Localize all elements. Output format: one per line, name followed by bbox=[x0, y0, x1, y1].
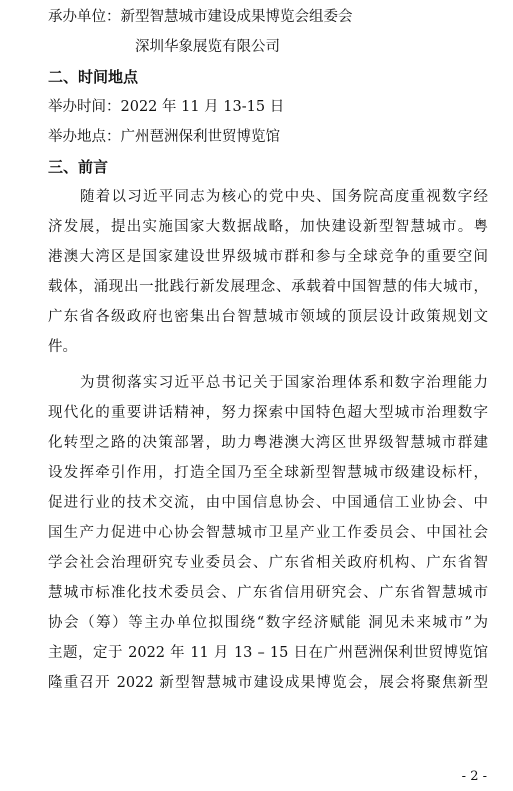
para2-line: 设发挥牵引作用，打造全国乃至全球新型智慧城市级建设标杆， bbox=[48, 465, 488, 481]
para2-line: 学会社会治理研究专业委员会、广东省相关政府机构、广东省智 bbox=[48, 555, 488, 571]
para1-line: 随着以习近平同志为核心的党中央、国务院高度重视数字经 bbox=[80, 189, 488, 205]
organizer-name-2: 深圳华象展览有限公司 bbox=[135, 39, 280, 55]
para1-line: 件。 bbox=[48, 339, 77, 355]
para1-line: 港澳大湾区是国家建设世界级城市群和参与全球竞争的重要空间 bbox=[48, 249, 488, 265]
section-heading-preface: 三、前言 bbox=[48, 158, 109, 176]
para1-line: 广东省各级政府也密集出台智慧城市领域的顶层设计政策规划文 bbox=[48, 309, 488, 325]
para2-line: 促进行业的技术交流，由中国信息协会、中国通信工业协会、中 bbox=[48, 495, 488, 511]
para2-line: 为贯彻落实习近平总书记关于国家治理体系和数字治理能力 bbox=[80, 375, 488, 391]
event-time: 举办时间：2022 年 11 月 13-15 日 bbox=[48, 99, 285, 115]
para2-line: 现代化的重要讲话精神，努力探索中国特色超大型城市治理数字 bbox=[48, 405, 488, 421]
para2-line: 国生产力促进中心协会智慧城市卫星产业工作委员会、中国社会 bbox=[48, 525, 488, 541]
organizer-line-1 bbox=[48, 7, 353, 27]
section-heading-time-venue: 二、时间地点 bbox=[48, 68, 139, 86]
page-number: - 2 - bbox=[461, 769, 487, 784]
para1-line: 济发展，提出实施国家大数据战略，加快建设新型智慧城市。粤 bbox=[48, 219, 488, 235]
event-venue: 举办地点：广州琶洲保利世贸博览馆 bbox=[48, 129, 280, 145]
para2-line: 慧城市标准化技术委员会、广东省信用研究会、广东省智慧城市 bbox=[48, 585, 488, 601]
organizer-label: 承办单位： bbox=[48, 9, 121, 25]
organizer-name-1: 新型智慧城市建设成果博览会组委会 bbox=[120, 9, 353, 25]
para1-line: 载体，涌现出一批践行新发展理念、承载着中国智慧的伟大城市， bbox=[48, 279, 488, 295]
para2-line: 主题，定于 2022 年 11 月 13 – 15 日在广州琶洲保利世贸博览馆 bbox=[48, 645, 488, 661]
para2-line: 隆重召开 2022 新型智慧城市建设成果博览会，展会将聚焦新型 bbox=[48, 675, 488, 691]
para2-line: 协会（筹）等主办单位拟围绕“数字经济赋能 洞见未来城市”为 bbox=[48, 615, 488, 631]
para2-line: 化转型之路的决策部署，助力粤港澳大湾区世界级智慧城市群建 bbox=[48, 435, 488, 451]
